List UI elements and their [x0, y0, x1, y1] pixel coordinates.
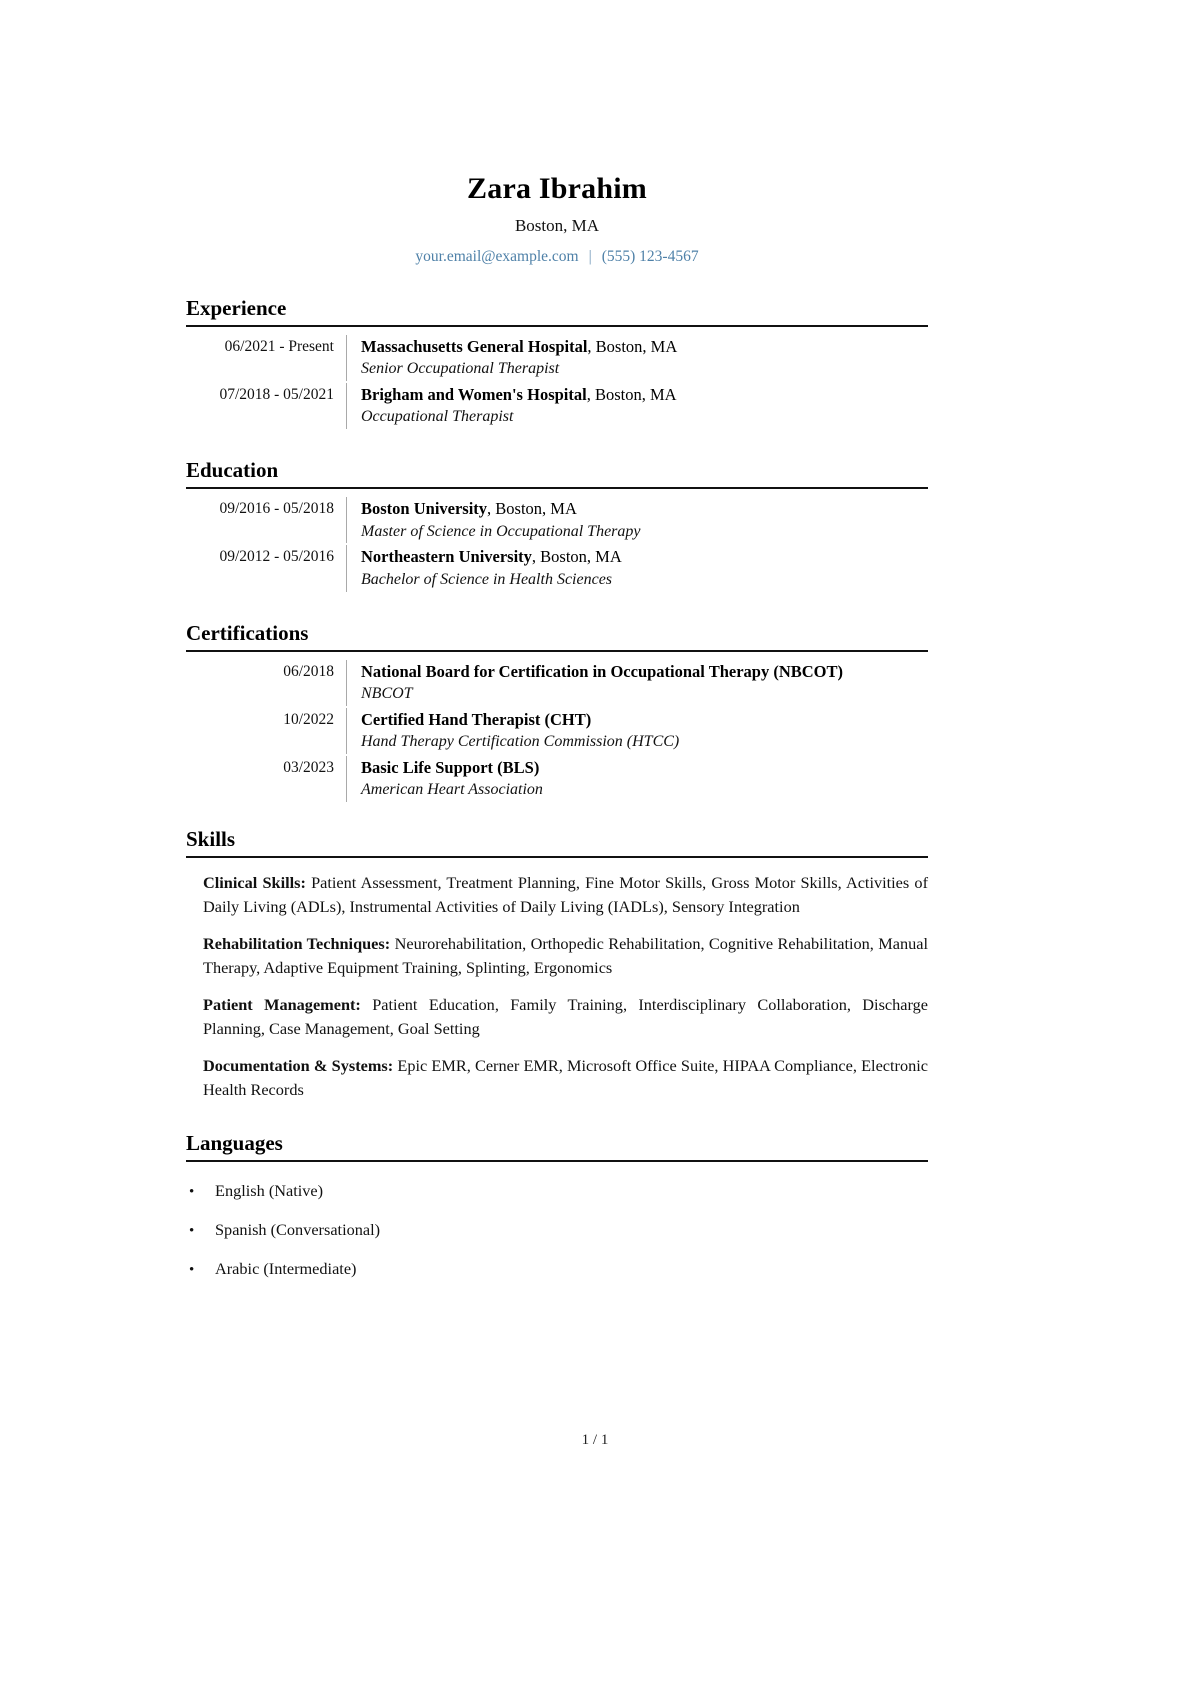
section-languages	[186, 1132, 928, 1279]
email-link[interactable]: your.email@example.com	[415, 248, 579, 266]
entry-date: 09/2012 - 05/2016	[219, 548, 334, 566]
language-label: English (Native)	[215, 1180, 324, 1200]
language-label: Spanish (Conversational)	[215, 1219, 381, 1239]
list-item	[186, 1181, 928, 1201]
section-title-languages: Languages	[186, 1130, 283, 1155]
entry-headline	[361, 335, 928, 358]
skill-group	[186, 993, 928, 1041]
entry-organization: National Board for Certification in Occupational Therapy (NBCOT)	[361, 661, 844, 681]
entry-role: American Heart Association	[361, 781, 543, 799]
entry-date: 06/2018	[283, 662, 334, 680]
skill-group-items: Epic EMR, Cerner EMR, Microsoft Office Suite, HIPAA Compliance, Electronic Health Records	[203, 1055, 929, 1099]
entry-body	[361, 335, 928, 381]
section-experience	[186, 297, 928, 429]
entry-body	[361, 708, 928, 754]
phone-link[interactable]: (555) 123-4567	[601, 248, 699, 266]
bullet-icon: •	[189, 1222, 195, 1239]
entry-location: , Boston, MA	[531, 547, 622, 567]
entry-location: , Boston, MA	[586, 385, 677, 405]
section-skills	[186, 828, 928, 1102]
entry-organization: Boston University	[361, 499, 488, 519]
skill-group-items: Patient Assessment, Treatment Planning, Fine Motor Skills, Gross Motor Skills, Activities of Daily Living (ADLs), Instrumental Activities of Daily Living (IADLs), Sensory Integration	[203, 873, 928, 917]
entry-date: 03/2023	[283, 758, 334, 776]
section-title-skills: Skills	[186, 827, 236, 852]
list-item	[186, 1220, 928, 1240]
education-entry	[186, 545, 928, 591]
list-item	[186, 1259, 928, 1279]
skill-group-label: Clinical Skills:	[203, 873, 306, 893]
entry-body	[361, 660, 928, 706]
entry-role: Occupational Therapist	[361, 408, 514, 426]
entry-location: , Boston, MA	[487, 499, 577, 519]
entry-divider	[346, 497, 347, 543]
section-divider	[186, 856, 928, 858]
bullet-icon: •	[189, 1183, 195, 1200]
entry-headline	[361, 708, 928, 731]
certification-entry	[186, 708, 928, 754]
page-title: Zara Ibrahim	[467, 172, 647, 205]
skill-group	[186, 932, 928, 980]
entry-headline	[361, 497, 928, 520]
resume-header	[186, 0, 928, 267]
entry-headline	[361, 660, 928, 683]
entry-body	[361, 545, 928, 591]
entry-date: 07/2018 - 05/2021	[219, 386, 334, 404]
skill-group	[186, 1054, 928, 1102]
section-education	[186, 459, 928, 591]
entry-date: 06/2021 - Present	[224, 337, 334, 355]
entry-date: 09/2016 - 05/2018	[219, 500, 334, 518]
skill-group-items: Patient Education, Family Training, Interdisciplinary Collaboration, Discharge Planning, Case Management, Goal Setting	[203, 994, 929, 1038]
entry-divider	[346, 383, 347, 429]
section-title-education: Education	[186, 458, 279, 483]
certification-entry	[186, 660, 928, 706]
section-divider	[186, 487, 928, 489]
entry-date: 10/2022	[283, 710, 334, 728]
skill-group-label: Patient Management:	[203, 994, 361, 1014]
entry-organization: Northeastern University	[361, 547, 532, 567]
section-title-experience: Experience	[186, 295, 287, 320]
experience-entry	[186, 383, 928, 429]
section-certifications	[186, 622, 928, 803]
entry-divider	[346, 335, 347, 381]
entry-role: Master of Science in Occupational Therapy	[361, 522, 641, 540]
skill-group-label: Rehabilitation Techniques:	[203, 934, 391, 954]
section-title-certifications: Certifications	[186, 620, 309, 645]
entry-role: NBCOT	[361, 685, 413, 703]
page-footer	[0, 1432, 1190, 1449]
entry-divider	[346, 756, 347, 802]
skill-group	[186, 871, 928, 919]
entry-organization: Brigham and Women's Hospital	[361, 385, 587, 405]
entry-body	[361, 497, 928, 543]
entry-role: Senior Occupational Therapist	[361, 360, 560, 378]
entry-body	[361, 383, 928, 429]
section-divider	[186, 325, 928, 327]
bullet-icon: •	[189, 1261, 195, 1278]
experience-entry	[186, 335, 928, 381]
language-label: Arabic (Intermediate)	[215, 1258, 357, 1278]
entry-organization: Certified Hand Therapist (CHT)	[361, 709, 592, 729]
header-contact-line	[186, 248, 928, 267]
entry-headline	[361, 756, 928, 779]
entry-headline	[361, 383, 928, 406]
entry-location: , Boston, MA	[587, 336, 678, 356]
entry-headline	[361, 545, 928, 568]
page-number: 1 / 1	[581, 1432, 609, 1448]
header-location: Boston, MA	[514, 215, 600, 235]
entry-body	[361, 756, 928, 802]
education-entry	[186, 497, 928, 543]
entry-role: Bachelor of Science in Health Sciences	[361, 570, 613, 588]
entry-divider	[346, 545, 347, 591]
entry-divider	[346, 708, 347, 754]
skill-group-items: Neurorehabilitation, Orthopedic Rehabilitation, Cognitive Rehabilitation, Manual Therapy, Adaptive Equipment Training, Splinting, Ergonomics	[203, 934, 929, 977]
section-divider	[186, 650, 928, 652]
contact-separator: |	[588, 248, 592, 266]
entry-organization: Basic Life Support (BLS)	[361, 757, 540, 777]
entry-divider	[346, 660, 347, 706]
resume-content	[186, 0, 928, 1279]
certification-entry	[186, 756, 928, 802]
section-divider	[186, 1160, 928, 1162]
entry-role: Hand Therapy Certification Commission (HTCC)	[361, 733, 680, 751]
entry-organization: Massachusetts General Hospital	[361, 336, 588, 356]
skill-group-label: Documentation & Systems:	[203, 1055, 394, 1075]
